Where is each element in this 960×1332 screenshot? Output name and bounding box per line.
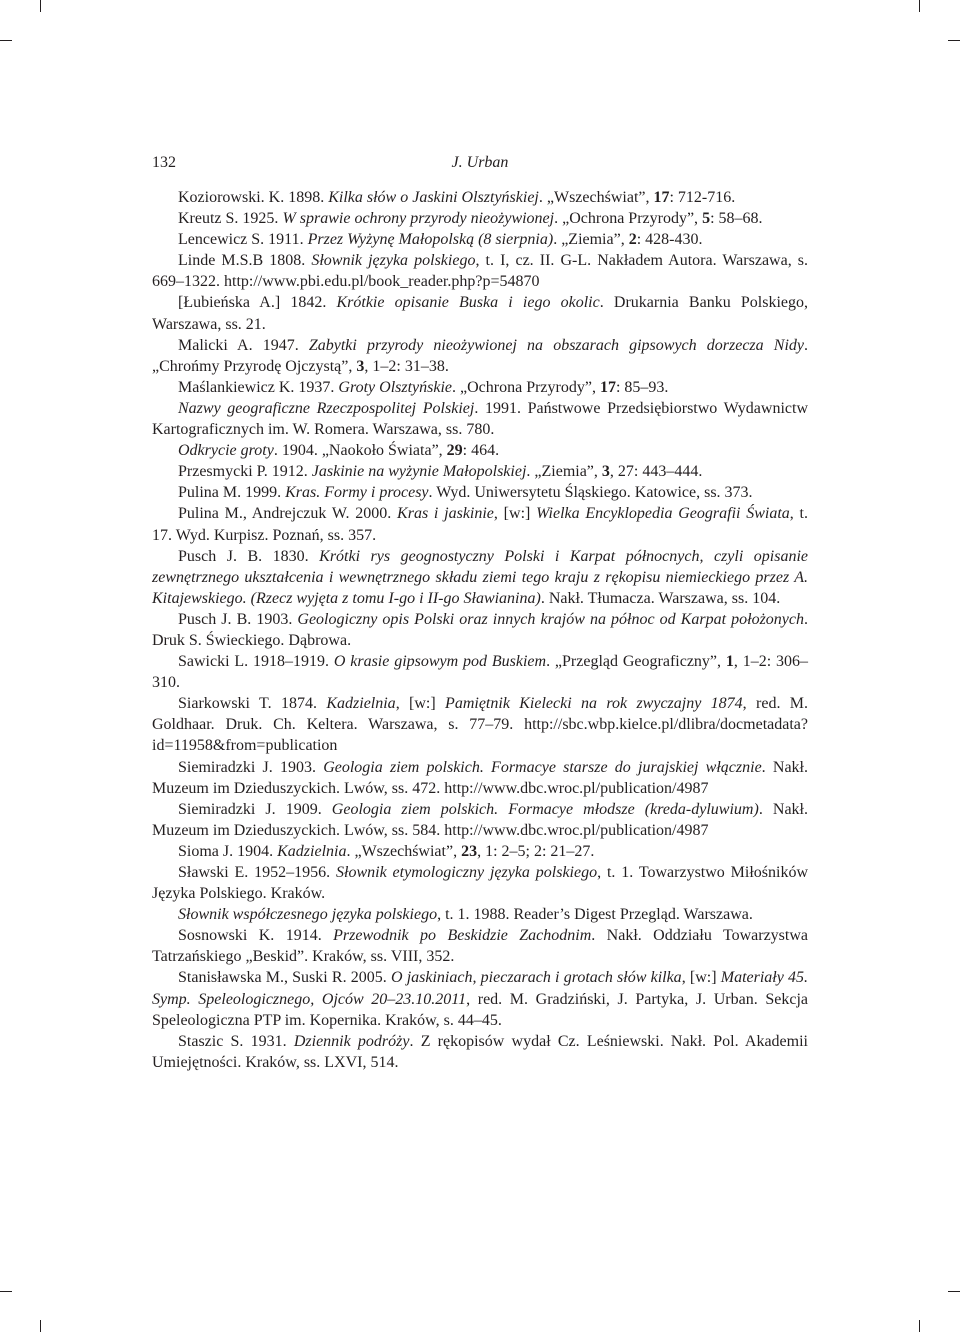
reference-volume: 1 <box>725 653 734 671</box>
reference-text: , red. M. Goldhaar. Druk. Ch. Keltera. Warszawa, s. 77–79. http://sbc.wbp.kielce.pl/dlibra/docmetadata?id=11958&from=publication <box>152 695 809 755</box>
reference-text: Siemiradzki J. 1909. <box>178 800 332 818</box>
reference-title: Groty Olsztyńskie <box>338 378 453 396</box>
reference-entry <box>152 208 808 229</box>
running-head: J. Urban <box>451 154 509 171</box>
reference-text: Przesmycki P. 1912. <box>178 463 312 481</box>
reference-entry <box>152 651 808 693</box>
page-number: 132 <box>152 154 176 171</box>
reference-title: Kilka słów o Jaskini Olsztyńskiej <box>328 189 539 206</box>
reference-text: Koziorowski. K. 1898. <box>178 189 329 206</box>
reference-text: : 85–93. <box>615 378 669 396</box>
reference-entry <box>152 482 808 503</box>
reference-text: . Nakł. Muzeum im Dzieduszyckich. Lwów, ss. 472. http://www.dbc.wroc.pl/publication/4987 <box>152 758 808 797</box>
reference-text: , t. 1. Towarzystwo Miłośników Języka Polskiego. Kraków. <box>152 864 808 903</box>
reference-text: Pulina M., Andrejczuk W. 2000. <box>178 505 398 523</box>
reference-entry <box>152 292 808 334</box>
reference-text: . „Ziemia”, <box>526 463 602 481</box>
reference-text: , [w:] <box>493 505 537 523</box>
crop-mark-top-left-vertical <box>40 0 41 12</box>
reference-text: . Nakł. Tłumacza. Warszawa, ss. 104. <box>540 589 781 607</box>
crop-mark-bottom-left-vertical <box>40 1320 41 1332</box>
reference-entry <box>152 187 808 208</box>
reference-entry <box>152 967 808 1030</box>
reference-title: Kras. Formy i procesy <box>285 484 429 502</box>
reference-text: , 1–2: 31–38. <box>364 357 449 375</box>
reference-text: [Łubieńska A.] 1842. <box>178 294 337 312</box>
reference-title: Geologia ziem polskich. Formacye młodsze (kreda-dyluwium) <box>331 800 759 818</box>
reference-entry <box>152 904 808 925</box>
reference-list <box>152 187 808 1073</box>
reference-text: . 1991. Państwowe Przedsiębiorstwo Wydawnictw Kartograficznych im. W. Romera. Warszawa, ss. 780. <box>152 399 808 439</box>
reference-text: Kreutz S. 1925. <box>178 210 283 228</box>
reference-text: Pusch J. B. 1903. <box>178 610 298 628</box>
reference-text: , 1: 2–5; 2: 21–27. <box>477 842 595 860</box>
reference-entry <box>152 799 808 841</box>
crop-mark-bottom-right-horizontal <box>948 1291 960 1292</box>
reference-entry <box>152 862 808 904</box>
reference-text: . „Ziemia”, <box>553 231 629 249</box>
reference-entry <box>152 461 808 482</box>
reference-title: Krótkie opisanie Buska i iego okolic <box>336 294 600 312</box>
reference-text: , 27: 443–444. <box>609 463 703 481</box>
reference-text: Maślankiewicz K. 1937. <box>178 378 339 396</box>
reference-text: , t. 1. 1988. Reader’s Digest Przegląd. Warszawa. <box>437 906 753 924</box>
crop-mark-bottom-left-horizontal <box>0 1291 12 1292</box>
reference-text: . „Przegląd Geograficzny”, <box>546 653 726 671</box>
reference-text: . Drukarnia Banku Polskiego, Warszawa, ss. 21. <box>152 294 808 333</box>
reference-text: . Wyd. Uniwersytetu Śląskiego. Katowice, ss. 373. <box>428 484 753 502</box>
reference-volume: 29 <box>446 442 463 460</box>
reference-text: : 428-430. <box>636 231 703 249</box>
reference-entry <box>152 841 808 862</box>
reference-title: Jaskinie na wyżynie Małopolskiej <box>311 463 527 481</box>
page-header <box>152 150 808 176</box>
reference-text: : 712-716. <box>669 189 736 206</box>
reference-text: Sławski E. 1952–1956. <box>178 864 337 881</box>
reference-entry <box>152 609 808 651</box>
reference-text: . Nakł. Muzeum im Dzieduszyckich. Lwów, ss. 584. http://www.dbc.wroc.pl/publication/4987 <box>152 800 808 839</box>
reference-entry <box>152 335 808 377</box>
reference-title: Krótki rys geognostyczny Polski i Karpat północnych, czyli opisanie zewnętrznego ukształcenia i wewnętrznego składu ziemi tego kraju z rękopisu niemieckiego przez A. Kitajewskiego. (Rzecz wyjęta z tomu I-go i II-go Sławianina) <box>152 547 808 607</box>
reference-entry <box>152 503 808 545</box>
crop-mark-top-right-vertical <box>919 0 920 12</box>
reference-title: Materiały 45. Symp. Speleologicznego, Ojców 20–23.10.2011 <box>152 969 809 1008</box>
reference-volume: 23 <box>461 842 478 860</box>
reference-text: , red. M. Gradziński, J. Partyka, J. Urban. Sekcja Speleologiczna PTP im. Kopernika. Kraków, s. 44–45. <box>152 990 808 1029</box>
reference-title: Odkrycie groty <box>178 442 274 460</box>
reference-text: . „Ochrona Przyrody”, <box>554 210 703 228</box>
reference-text: Pulina M. 1999. <box>178 484 286 502</box>
reference-title: Geologia ziem polskich. Formacye starsze do jurajskiej włącznie <box>323 758 762 776</box>
reference-title: Kras i jaskinie <box>397 505 494 523</box>
reference-entry <box>152 398 808 440</box>
reference-text: , t. 17. Wyd. Kurpisz. Poznań, ss. 357. <box>152 505 809 544</box>
reference-title: Przewodnik po Beskidzie Zachodnim <box>333 927 592 945</box>
reference-volume: 17 <box>599 378 616 396</box>
reference-entry <box>152 229 808 250</box>
reference-text: Sawicki L. 1918–1919. <box>178 653 334 671</box>
reference-text: : 58–68. <box>710 210 763 228</box>
reference-text: , [w:] <box>395 695 446 713</box>
reference-title: Przez Wyżynę Małopolską (8 sierpnia) <box>307 231 554 249</box>
reference-title: Słownik współczesnego języka polskiego <box>178 906 438 924</box>
reference-title: Nazwy geograficzne Rzeczpospolitej Polskiej <box>178 399 475 417</box>
reference-text: Malicki A. 1947. <box>178 336 309 354</box>
reference-text: . Druk S. Świeckiego. Dąbrowa. <box>152 610 809 649</box>
reference-text: . „Wszechświat”, <box>346 842 462 860</box>
reference-title: O krasie gipsowym pod Buskiem <box>333 653 547 671</box>
reference-entry <box>152 693 808 756</box>
reference-title: Zabytki przyrody nieożywionej na obszarach gipsowych dorzecza Nidy <box>308 336 805 354</box>
reference-title: Wielka Encyklopedia Geografii Świata <box>536 505 790 523</box>
reference-text: . „Ochrona Przyrody”, <box>452 378 600 396</box>
reference-entry <box>152 250 808 292</box>
reference-volume: 2 <box>628 231 637 249</box>
reference-text: Staszic S. 1931. <box>178 1032 294 1050</box>
reference-text: , 1–2: 306–310. <box>152 653 809 692</box>
reference-text: Pusch J. B. 1830. <box>178 547 320 565</box>
reference-volume: 17 <box>653 189 670 206</box>
reference-entry <box>152 1031 808 1073</box>
reference-title: Kadzielnia <box>277 842 347 860</box>
reference-volume: 3 <box>601 463 610 481</box>
reference-entry <box>152 757 808 799</box>
reference-title: Geologiczny opis Polski oraz innych krajów na północ od Karpat położonych <box>297 610 805 628</box>
reference-text: : 464. <box>462 442 500 460</box>
reference-text: . Nakł. Oddziału Towarzystwa Tatrzańskiego „Beskid”. Kraków, ss. VIII, 352. <box>152 927 809 966</box>
reference-text: Sioma J. 1904. <box>178 842 278 860</box>
reference-volume: 3 <box>356 357 365 375</box>
reference-volume: 5 <box>702 210 711 228</box>
reference-entry <box>152 925 808 967</box>
reference-entry <box>152 440 808 461</box>
reference-text: , t. I, cz. II. G-L. Nakładem Autora. Warszawa, s. 669–1322. http://www.pbi.edu.pl/book_reader.php?p=54870 <box>152 252 809 291</box>
reference-text: Siemiradzki J. 1903. <box>178 758 324 776</box>
reference-title: Dziennik podróży <box>293 1032 410 1050</box>
reference-text: . „Wszechświat”, <box>538 189 654 206</box>
reference-text: Sosnowski K. 1914. <box>178 927 334 945</box>
reference-entry <box>152 546 808 609</box>
crop-mark-top-left-horizontal <box>0 40 12 41</box>
reference-title: Kadzielnia <box>326 695 396 713</box>
reference-text: Siarkowski T. 1874. <box>178 695 327 713</box>
reference-title: W sprawie ochrony przyrody nieożywionej <box>282 210 555 228</box>
reference-text: Lencewicz S. 1911. <box>178 231 308 249</box>
crop-mark-top-right-horizontal <box>948 40 960 41</box>
reference-text: . „Chrońmy Przyrodę Ojczystą”, <box>152 336 809 375</box>
reference-title: O jaskiniach, pieczarach i grotach słów kilka <box>390 969 682 987</box>
reference-title: Słownik etymologiczny języka polskiego <box>336 864 598 881</box>
reference-entry <box>152 377 808 398</box>
reference-title: Pamiętnik Kielecki na rok zwyczajny 1874 <box>445 695 743 713</box>
reference-title: Słownik języka polskiego <box>311 252 476 270</box>
reference-text: Stanisławska M., Suski R. 2005. <box>178 969 391 987</box>
reference-text: Linde M.S.B 1808. <box>178 252 312 270</box>
reference-text: . 1904. „Naokoło Świata”, <box>273 442 447 460</box>
reference-text: , [w:] <box>681 969 721 987</box>
reference-text: . Z rękopisów wydał Cz. Leśniewski. Nakł. Pol. Akademii Umiejętności. Kraków, ss. LXVI, 514. <box>152 1032 808 1071</box>
crop-mark-bottom-right-vertical <box>919 1320 920 1332</box>
